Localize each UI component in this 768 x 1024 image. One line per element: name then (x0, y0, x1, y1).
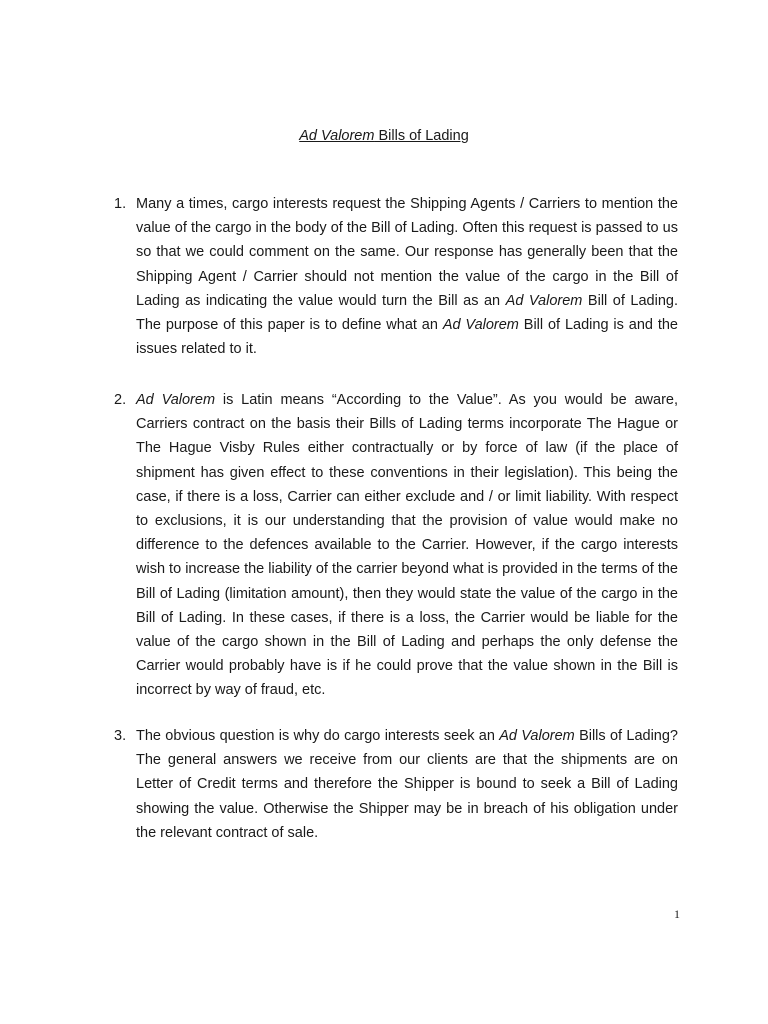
paragraph-number: 1. (114, 196, 127, 212)
paragraph-text: The obvious question is why do cargo interests seek an (136, 728, 500, 744)
italic-term: Ad Valorem (136, 392, 216, 408)
paragraph-body (136, 388, 678, 703)
numbered-paragraph-1 (114, 192, 678, 361)
title-italic-part: Ad Valorem (299, 128, 375, 144)
numbered-paragraph-2 (114, 388, 678, 703)
numbered-paragraph-3 (114, 724, 678, 845)
paragraph-text: Many a times, cargo interests request the Shipping Agents / Carriers to mention the value of the cargo in the body of the Bill of Lading. Often this request is passed to us so that we could comment on the same. Our response has generally been that the Shipping Agent / Carrier should not mention the value of the cargo in the Bill of Lading as indicating the value would turn the Bill as an (136, 196, 678, 309)
title-rest-part: Bills of Lading (374, 128, 469, 144)
paragraph-text: is Latin means “According to the Value”. As you would be aware, Carriers contract on the basis their Bills of Lading terms incorporate The Hague or The Hague Visby Rules either contractually or by force of law (if the place of shipment has given effect to these conventions in their legislation). This being the case, if there is a loss, Carrier can either exclude and / or limit liability. With respect to exclusions, it is our understanding that the provision of value would make no difference to the defences available to the Carrier. However, if the cargo interests wish to increase the liability of the carrier beyond what is provided in the terms of the Bill of Lading (limitation amount), then they would state the value of the cargo in the Bill of Lading. In these cases, if there is a loss, the Carrier would be liable for the value of the cargo shown in the Bill of Lading and perhaps the only defense the Carrier would probably have is if he could prove that the value shown in the Bill is incorrect by way of fraud, etc. (136, 392, 678, 699)
italic-term: Ad Valorem (505, 292, 583, 309)
paragraph-text: Bill of Lading. The purpose of this paper is to define what an (136, 292, 679, 334)
italic-term: Ad Valorem (499, 728, 575, 744)
paragraph-body (136, 192, 678, 361)
page-number: 1 (674, 907, 680, 921)
paragraph-number: 3. (114, 728, 127, 744)
italic-term: Ad Valorem (442, 317, 519, 334)
document-title (0, 126, 768, 146)
paragraph-body (136, 724, 678, 845)
paragraph-text: Bill of Lading is and the issues related to it. (136, 317, 678, 358)
paragraph-text: Bills of Lading? The general answers we receive from our clients are that the shipments are on Letter of Credit terms and therefore the Shipper is bound to seek a Bill of Lading showing the value. Otherwise the Shipper may be in breach of his obligation under the relevant contract of sale. (136, 728, 679, 841)
paragraph-number: 2. (114, 392, 127, 408)
